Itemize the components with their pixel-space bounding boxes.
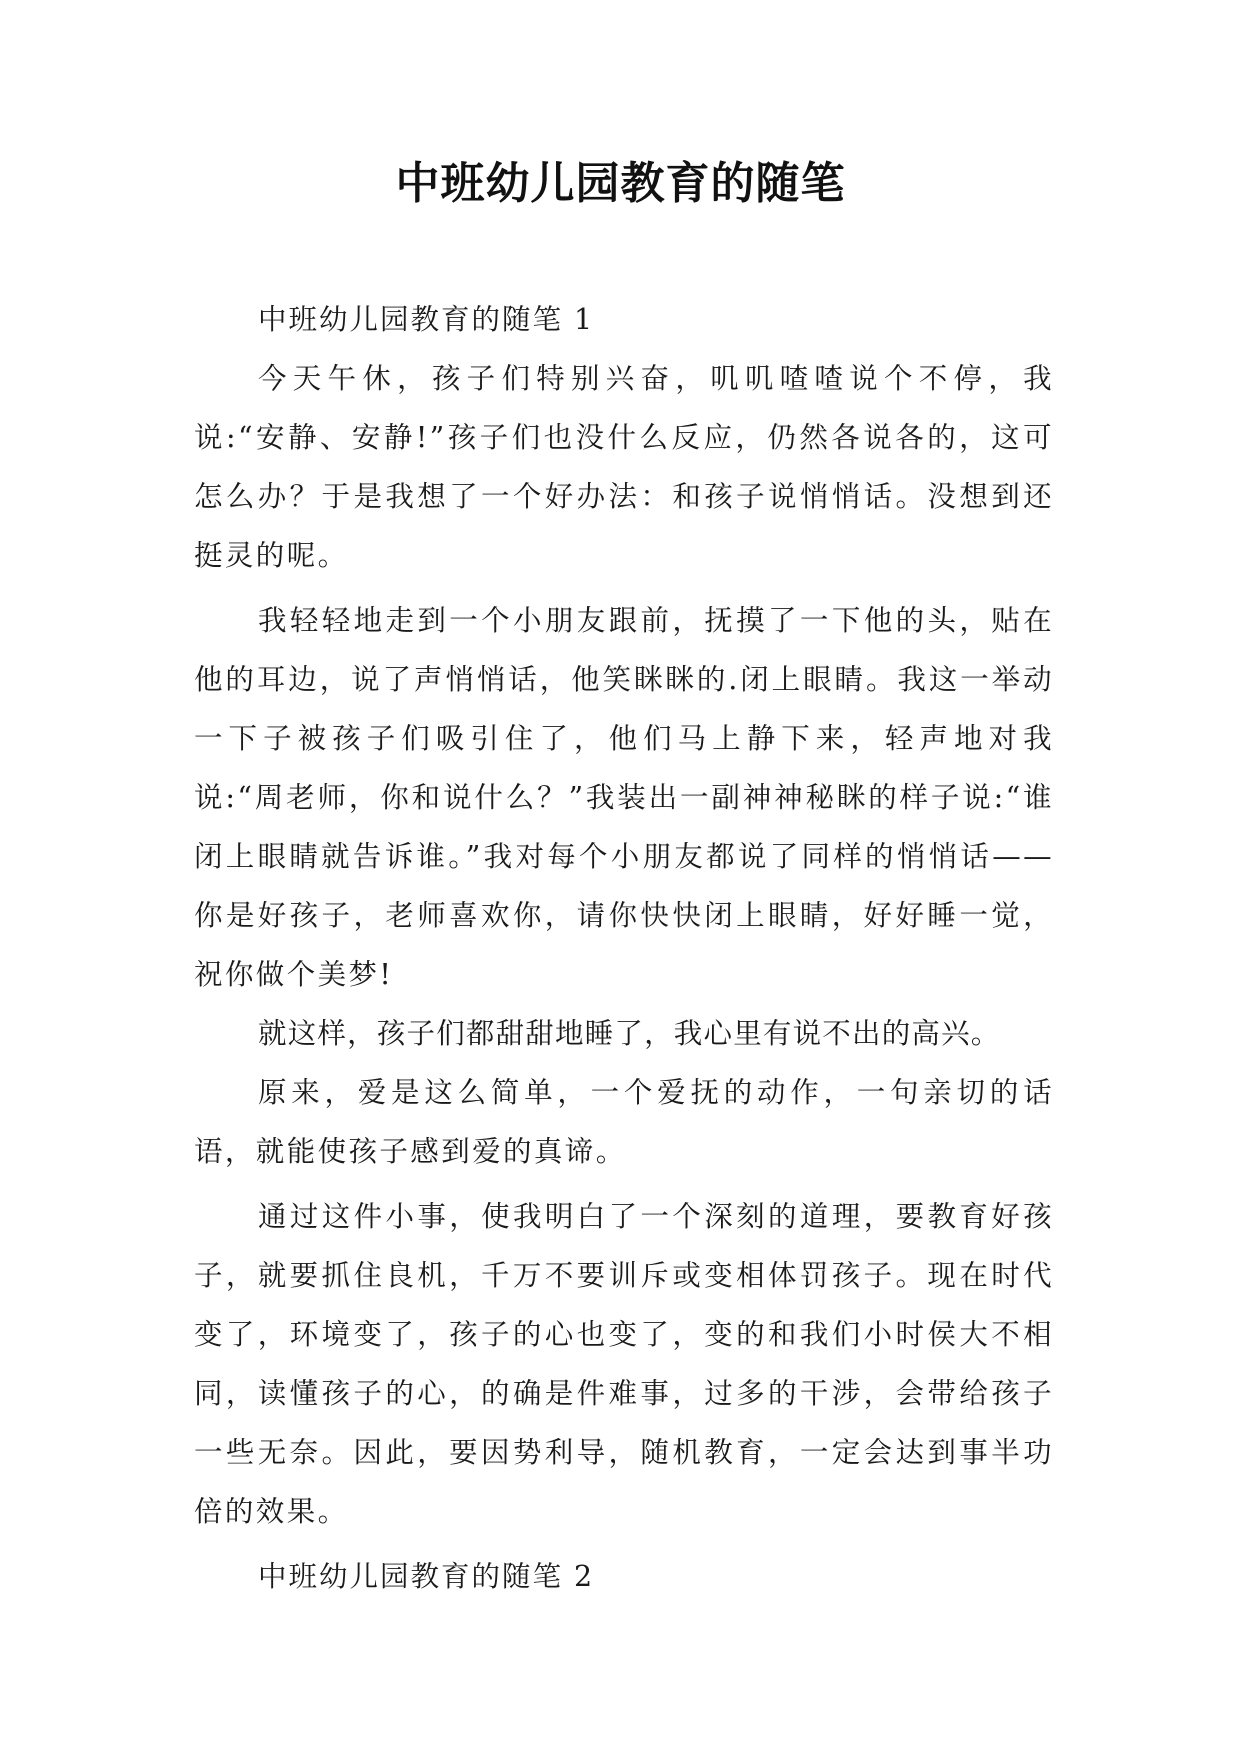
document-title: 中班幼儿园教育的随笔 — [395, 158, 846, 209]
paragraph-5: 通过这件小事，使我明白了一个深刻的道理，要教育好孩子，就要抓住良机，千万不要训斥或变相体罚孩子。现在时代变了，环境变了，孩子的心也变了，变的和我们小时侯大不相同，读懂孩子的心，的确是件难事，过多的干涉，会带给孩子一些无奈。因此，要因势利导，随机教育，一定会达到事半功倍的效果。 — [194, 1200, 1054, 1528]
paragraph-2: 我轻轻地走到一个小朋友跟前，抚摸了一下他的头，贴在他的耳边，说了声悄悄话，他笑眯眯的.闭上眼睛。我这一举动一下子被孩子们吸引住了，他们马上静下来，轻声地对我说:“周老师，你和说什么？”我装出一副神神秘眯的样子说:“谁闭上眼睛就告诉谁。”我对每个小朋友都说了同样的悄悄话——你是好孩子，老师喜欢你，请你快快闭上眼睛，好好睡一觉，祝你做个美梦! — [194, 604, 1054, 991]
section-heading-1: 中班幼儿园教育的随笔 1 — [258, 303, 595, 336]
paragraph-3: 就这样，孩子们都甜甜地睡了，我心里有说不出的高兴。 — [258, 1017, 1001, 1050]
document-body — [194, 290, 1054, 1606]
section-heading-2: 中班幼儿园教育的随笔 2 — [258, 1560, 595, 1593]
paragraph-4: 原来，爱是这么简单，一个爱抚的动作，一句亲切的话语，就能使孩子感到爱的真谛。 — [194, 1076, 1054, 1168]
paragraph-1: 今天午休，孩子们特别兴奋，叽叽喳喳说个不停，我说:“安静、安静!”孩子们也没什么反应，仍然各说各的，这可怎么办？于是我想了一个好办法：和孩子说悄悄话。没想到还挺灵的呢。 — [194, 362, 1054, 572]
